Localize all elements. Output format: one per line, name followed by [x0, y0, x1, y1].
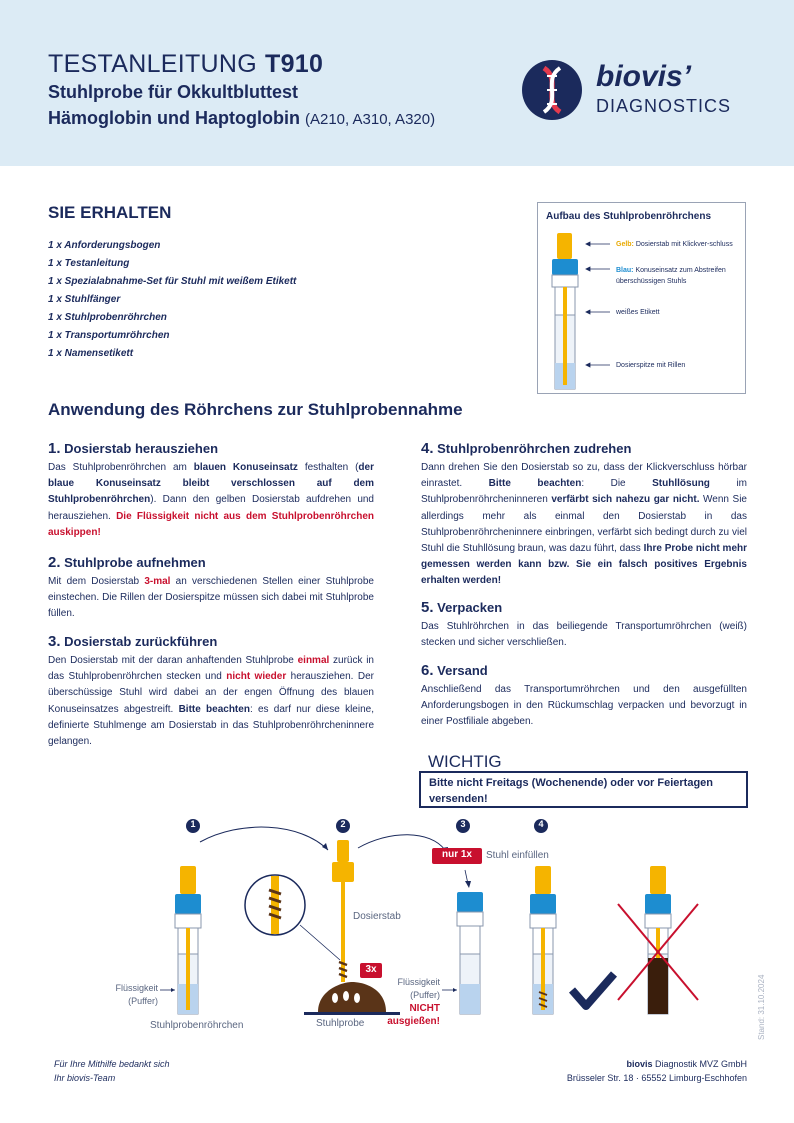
step-title: Stuhlprobe aufnehmen [64, 555, 206, 570]
footer-thanks [54, 1057, 170, 1085]
label-dosing-tip: Dosierspitze mit Rillen [616, 362, 686, 369]
list-item: 1 x Stuhlfänger [48, 294, 121, 305]
step-3 [48, 633, 374, 750]
step-5-heading [421, 599, 747, 616]
text: Das Stuhlprobenröhrchen am [48, 462, 194, 473]
blue-text: Konuseinsatz zum Abstreifen überschüssigen Stuhls [616, 267, 726, 285]
text: : Die [581, 478, 653, 490]
text: Wenn Sie allerdings mehr als einmal den Dosierstab in das Stuhlprobenröhrcheninnere einbringen, verfärbt sich bedingt durch zu viel Stuhl die Stuhllösung braun, was dazu führt, dass [421, 494, 747, 555]
buffer-text: (Puffer) [128, 996, 158, 1006]
text: herausziehen. Der überschüssige Stuhl wird dabei an der engen Öffnung des blauen Konuseinsatzes abgestreift. [48, 671, 374, 715]
document-title [48, 50, 323, 79]
dna-logo-icon [522, 60, 582, 120]
step-2 [48, 554, 374, 623]
dosing-rod-label: Dosierstab [353, 911, 401, 922]
step-6-text: Anschließend das Transportumröhrchen und den ausgefüllten Anforderungsbogen in den Rückumschlag verpacken und bevorzugt in einer Postfiliale abgeben. [421, 684, 747, 728]
step-3-text [48, 653, 374, 750]
received-title: SIE ERHALTEN [48, 203, 172, 222]
step-number: 5. [421, 599, 434, 616]
step-3-heading [48, 633, 374, 650]
liquid-label [90, 982, 158, 1008]
label-yellow-rod [616, 239, 741, 250]
list-item: 1 x Testanleitung [48, 258, 130, 269]
label-blue-cone [616, 265, 741, 287]
text-bold: Bitte beachten [488, 478, 582, 490]
step-1-text [48, 460, 374, 541]
text: zurück in das Stuhlprobenröhrchen stecken und [48, 655, 374, 683]
text-bold: der blaue Konuseinsatz bleibt verschlossen auf dem Stuhlprobenröhrchen [48, 462, 374, 506]
list-item: 1 x Transportumröhrchen [48, 330, 170, 341]
liquid-text: Flüssigkeit [115, 983, 158, 993]
address-line: Brüsseler Str. 18 · 65552 Limburg-Eschhofen [566, 1073, 747, 1083]
title-code: T910 [265, 50, 324, 78]
text-bold: verfärbt sich nahezu gar nicht. [551, 494, 700, 506]
important-box: Bitte nicht Freitags (Wochenende) oder vor Feiertagen versenden! [419, 771, 748, 808]
step-title: Dosierstab herausziehen [64, 441, 219, 456]
company-line [567, 1057, 747, 1071]
step-number: 4. [421, 440, 434, 457]
company-rest: Diagnostik MVZ GmbH [652, 1059, 747, 1069]
subtitle-2 [48, 108, 435, 129]
text: ). Dann den gelben Dosierstab aufdrehen und herausziehen. [48, 494, 374, 522]
procedure-illustration [90, 810, 730, 1040]
step-2-heading [48, 554, 374, 571]
usage-title: Anwendung des Röhrchens zur Stuhlprobennahme [48, 400, 463, 419]
only-once-badge: nur 1x [441, 849, 472, 860]
step-number: 1. [48, 440, 61, 457]
list-item: 1 x Spezialabnahme-Set für Stuhl mit weißem Etikett [48, 276, 297, 287]
step-number: 3. [48, 633, 61, 650]
text: Den Dosierstab mit der daran anhaftenden Stuhlprobe [48, 655, 298, 666]
step-5-text: Das Stuhlröhrchen in das beiliegende Transportumröhrchen (weiß) stecken und sicher verschließen. [421, 621, 747, 649]
title-prefix: TESTANLEITUNG [48, 50, 258, 78]
step-number-4: 4 [538, 819, 544, 829]
text-bold: Bitte beachten [178, 703, 250, 715]
company-bold: biovis [626, 1059, 653, 1069]
text: : es darf nur diese kleine, definierte Stuhlmenge am Dosierstab in das Stuhlprobenröhrcheninnere gelangen. [48, 703, 374, 748]
biovis-logo [522, 60, 762, 124]
buffer-text: (Puffer) [410, 990, 440, 1000]
label-white-label: weißes Etikett [616, 309, 660, 316]
subtitle-2-text: Hämoglobin und Haptoglobin [48, 108, 300, 128]
text: im Stuhlprobenröhrcheninneren [421, 478, 747, 506]
text: Dann drehen Sie den Dosierstab so zu, dass der Klickverschluss hörbar einrastet. [421, 462, 747, 490]
thanks-line-2: Ihr biovis-Team [54, 1073, 116, 1083]
list-item: 1 x Anforderungsbogen [48, 240, 161, 251]
footer-address [567, 1057, 747, 1085]
stool-sample-label: Stuhlprobe [316, 1018, 365, 1029]
step-number: 6. [421, 662, 434, 679]
step-4-text [421, 460, 747, 590]
logo-name: biovis’ [596, 60, 692, 93]
received-list [48, 240, 296, 366]
step-title: Dosierstab zurückführen [64, 634, 218, 649]
text: Mit dem Dosierstab [48, 576, 145, 587]
blue-word: Blau: [616, 267, 634, 274]
step-1 [48, 440, 374, 541]
step-6-heading [421, 662, 747, 679]
step-number: 2. [48, 554, 61, 571]
step-4-heading [421, 440, 747, 457]
step-title: Verpacken [437, 600, 503, 615]
fill-stool-label: Stuhl einfüllen [486, 850, 549, 861]
warning-text: Die Flüssigkeit nicht aus dem Stuhlprobenröhrchen auskippen! [48, 510, 374, 538]
header-band [0, 0, 794, 166]
step-2-text [48, 574, 374, 623]
text-bold: Ihre Probe nicht mehr gemessen werden kann bzw. Sie ein falsch positives Ergebnis erhalten werden! [421, 543, 748, 587]
tube-structure-box [537, 202, 746, 394]
yellow-word: Gelb: [616, 241, 634, 248]
step-number-3: 3 [460, 819, 466, 829]
text: an verschiedenen Stellen einer Stuhlprobe einstechen. Die Rillen der Dosierspitze müssen sich dabei mit Stuhlprobe füllen. [48, 576, 374, 620]
yellow-text: Dosierstab mit Klickver-schluss [635, 241, 733, 248]
liquid-label-2 [372, 976, 440, 1028]
three-times-badge: 3x [365, 964, 377, 975]
emphasis-red: nicht wieder [226, 671, 287, 683]
step-1-heading [48, 440, 374, 457]
subtitle-1: Stuhlprobe für Okkultbluttest [48, 82, 298, 102]
step-title: Stuhlprobenröhrchen zudrehen [437, 441, 632, 456]
text-bold: blauen Konuseinsatz [193, 462, 298, 473]
step-number-2: 2 [340, 819, 346, 829]
pour-out-text: ausgießen! [387, 1016, 440, 1027]
emphasis-red: 3-mal [144, 576, 171, 587]
do-not-text: NICHT [409, 1003, 440, 1014]
list-item: 1 x Stuhlprobenröhrchen [48, 312, 167, 323]
step-6 [421, 662, 747, 731]
important-title: WICHTIG [428, 752, 502, 771]
subtitle-2-codes: (A210, A310, A320) [304, 111, 436, 128]
text-bold: Stuhllösung [652, 478, 710, 490]
list-item: 1 x Namensetikett [48, 348, 134, 359]
step-4 [421, 440, 747, 590]
liquid-text: Flüssigkeit [397, 977, 440, 987]
step-number-1: 1 [190, 819, 196, 829]
thanks-line-1: Für Ihre Mithilfe bedankt sich [54, 1059, 170, 1069]
text: festhalten ( [297, 462, 359, 473]
emphasis-red: einmal [297, 655, 330, 666]
version-date: Stand: 31.10.2024 [757, 974, 766, 1040]
tube-structure-title: Aufbau des Stuhlprobenröhrchens [546, 211, 712, 222]
tube-label: Stuhlprobenröhrchen [150, 1020, 244, 1031]
step-title: Versand [437, 663, 488, 678]
step-5 [421, 599, 747, 651]
logo-subtitle: DIAGNOSTICS [596, 96, 732, 116]
